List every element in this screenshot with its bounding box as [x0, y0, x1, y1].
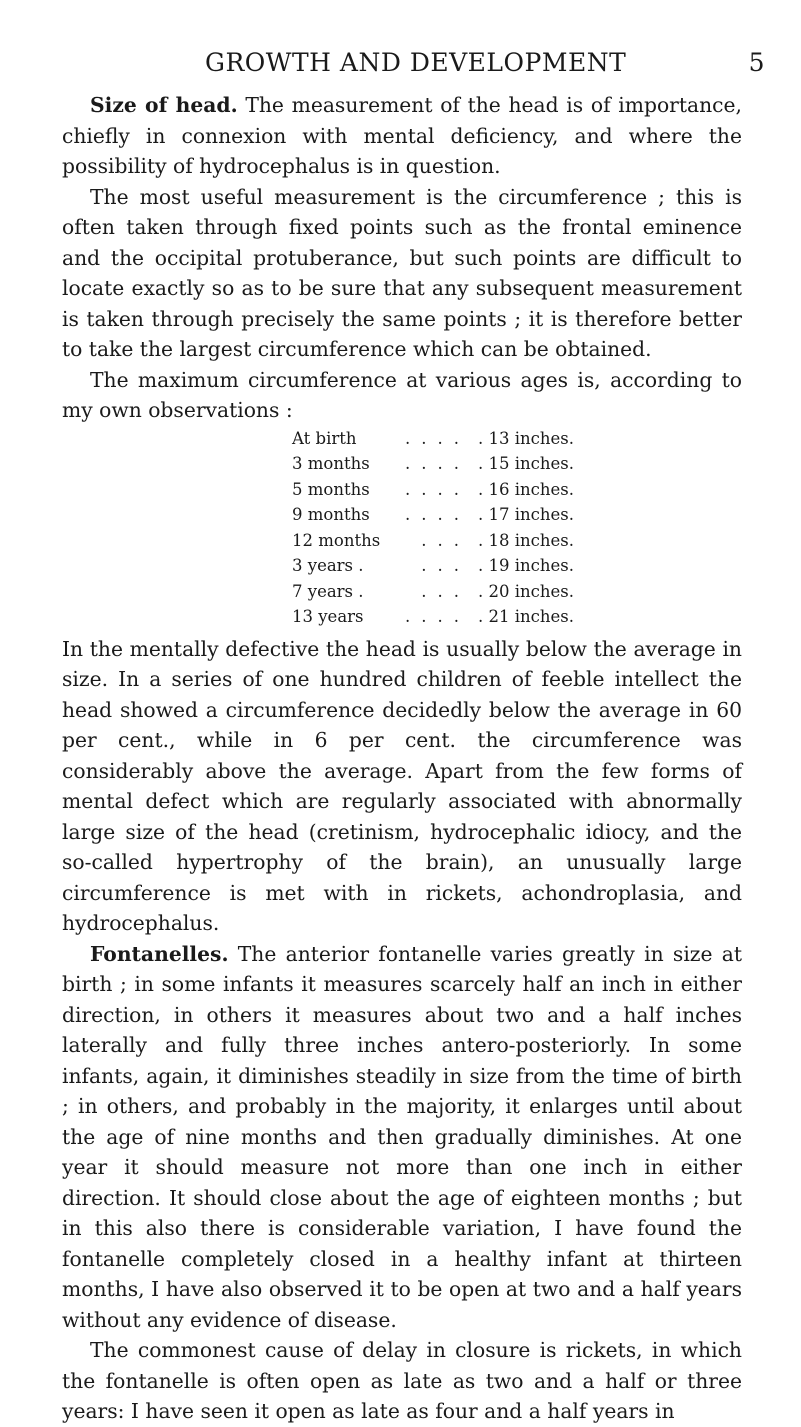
age-cell: 5 months — [292, 479, 370, 499]
circumference-table — [292, 426, 598, 630]
table-row — [292, 502, 598, 528]
paragraph-fontanelles-intro — [62, 939, 742, 1336]
page-number: 5 — [748, 48, 765, 77]
circumference-cell: . 19 inches. — [478, 556, 574, 575]
table-row — [292, 477, 598, 503]
table-row — [292, 604, 598, 630]
circumference-cell: . 15 inches. — [478, 454, 574, 473]
dot-leader: .... — [405, 454, 470, 473]
age-cell: At birth — [292, 428, 357, 448]
circumference-cell: . 16 inches. — [478, 479, 574, 499]
table-row — [292, 553, 598, 579]
section-heading-fontanelles: Fontanelles. — [90, 941, 229, 966]
dot-leader: .... — [405, 479, 470, 499]
body-text — [62, 90, 742, 1427]
dot-leader: .... — [405, 428, 470, 448]
dot-leader: ... — [421, 581, 470, 601]
circumference-cell: . 21 inches. — [478, 607, 574, 626]
table-row — [292, 426, 598, 452]
paragraph-maximum-circumference: The maximum circumference at various ages is, according to my own observations : — [62, 367, 742, 422]
chapter-title: GROWTH AND DEVELOPMENT — [205, 48, 627, 77]
circumference-cell: . 20 inches. — [478, 581, 574, 601]
age-cell: 9 months — [292, 505, 370, 524]
dot-leader: .... — [405, 505, 470, 524]
age-cell: 12 months — [292, 530, 381, 550]
dot-leader: ... — [421, 530, 470, 550]
age-cell: 7 years . — [292, 581, 364, 601]
paragraph-delayed-closure: The commonest cause of delay in closure is rickets, in which the fontanelle is often open as late as two and a half or three years: I have seen it open as late as four and a half years in — [62, 1338, 742, 1423]
age-cell: 3 months — [292, 454, 370, 473]
dot-leader: ... — [421, 556, 470, 575]
paragraph-text: The anterior fontanelle varies greatly in size at birth ; in some infants it measures scarcely half an inch in either direction, in others it measures about two and a half inches laterally and fully three inches antero-posteriorly. In some infants, again, it diminishes steadily in size from the time of birth ; in others, and probably in the majority, it enlarges until about the age of nine months and then gradually diminishes. At one year it should measure not more than one inch in either direction. It should close about the age of eighteen months ; but in this also there is considerable variation, I have found the fontanelle completely closed in a healthy infant at thirteen months, I have also observed it to be open at two and a half years without any evidence of disease. — [62, 941, 742, 1332]
dot-leader: .... — [405, 607, 470, 626]
paragraph-size-of-head-intro — [62, 90, 742, 182]
circumference-cell: . 18 inches. — [478, 530, 574, 550]
table-row — [292, 528, 598, 554]
section-heading-size-of-head: Size of head. — [90, 93, 238, 117]
age-cell: 13 years — [292, 607, 364, 626]
paragraph-circumference-method: The most useful measurement is the circumference ; this is often taken through fixed points such as the frontal eminence and the occipital protuberance, but such points are difficult to locate exactly so as to be sure that any subsequent measurement is taken through precisely the same points ; it is therefore better to take the largest circumference which can be obtained. — [62, 184, 742, 361]
age-cell: 3 years . — [292, 556, 364, 575]
circumference-cell: . 17 inches. — [478, 505, 574, 524]
table-row — [292, 579, 598, 605]
paragraph-text: The measurement of the head is of importance, chiefly in connexion with mental deficiency, and where the possibility of hydrocephalus is in question. — [62, 93, 742, 178]
running-head — [205, 48, 765, 82]
table-row — [292, 451, 598, 477]
circumference-cell: . 13 inches. — [478, 428, 574, 448]
paragraph-mentally-defective: In the mentally defective the head is usually below the average in size. In a series of one hundred children of feeble intellect the head showed a circumference decidedly below the average in 60 per cent., while in 6 per cent. the circumference was considerably above the average. Apart from the few forms of mental defect which are regularly associated with abnormally large size of the head (cretinism, hydrocephalic idiocy, and the so-called hypertrophy of the brain), an unusually large circumference is met with in rickets, achondroplasia, and hydrocephalus. — [62, 636, 742, 935]
